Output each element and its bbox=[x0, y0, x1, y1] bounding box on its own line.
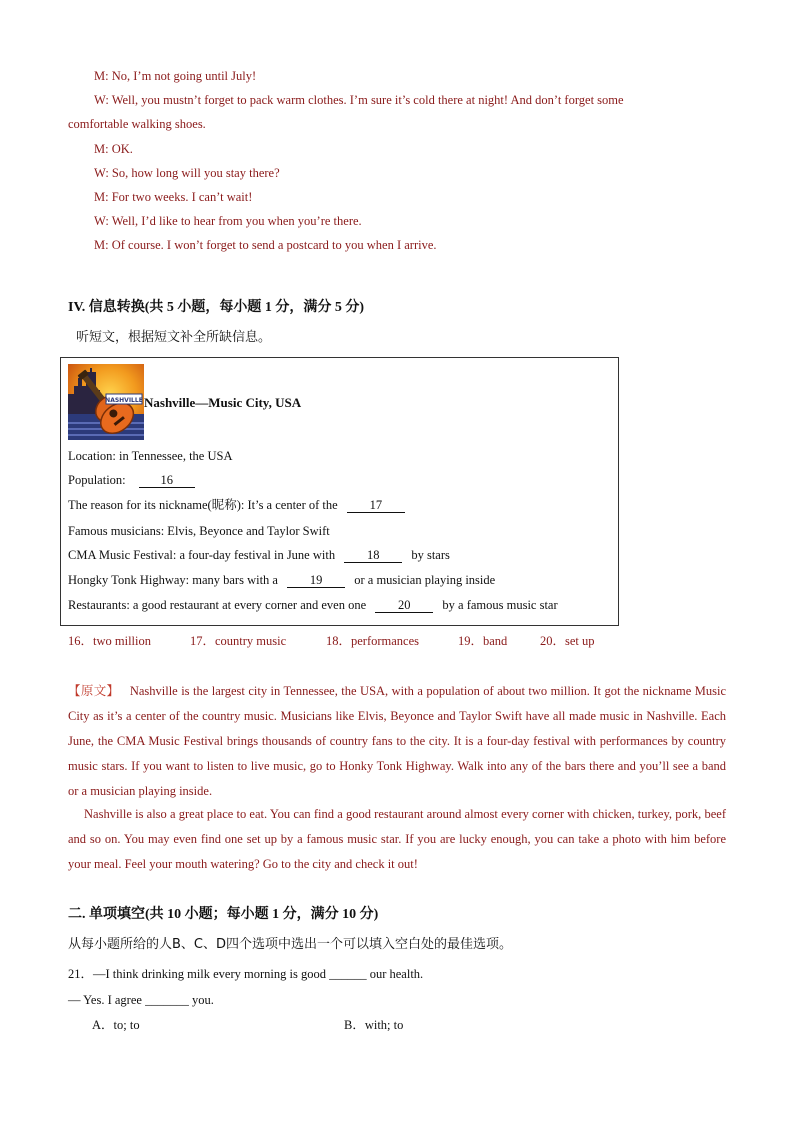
transcript-p2-text: Nashville is also a great place to eat. You can find a good restaurant around almost every corner with chicken, turkey, pork, beef and so on. You may even find one set up by a famous music star. If you are lucky enough, you can take a photo with him before your meal. Feel your mouth watering? Go to the city and check it out! bbox=[68, 807, 726, 871]
reason-label: The reason for its nickname(昵称): It’s a center of the bbox=[68, 498, 338, 512]
answer-blank-19[interactable]: 19 bbox=[287, 573, 345, 588]
dialogue-line: M: No, I’m not going until July! bbox=[94, 69, 257, 83]
answer-16: 16．two million bbox=[68, 634, 151, 648]
card-title: Nashville—Music City, USA bbox=[144, 395, 302, 410]
logo-text: NASHVILLE bbox=[105, 397, 143, 404]
answer-17: 17．country music bbox=[190, 634, 287, 648]
card-honky bbox=[68, 572, 495, 588]
nashville-logo-image bbox=[68, 364, 144, 440]
population-label: Population: bbox=[68, 473, 126, 487]
answer-19: 19．band bbox=[458, 634, 508, 648]
transcript-paragraph-1 bbox=[68, 678, 726, 804]
card-restaurants bbox=[68, 597, 558, 613]
answer-18: 18．performances bbox=[326, 634, 420, 648]
card-population bbox=[68, 472, 195, 488]
transcript-tag: 【原文】 bbox=[68, 683, 120, 698]
dialogue-line: M: Of course. I won’t forget to send a postcard to you when I arrive. bbox=[94, 238, 437, 252]
section-heading: IV. 信息转换(共 5 小题，每小题 1 分，满分 5 分) bbox=[68, 300, 365, 315]
dialogue-line: M: For two weeks. I can’t wait! bbox=[94, 190, 253, 204]
answer-20: 20．set up bbox=[540, 634, 595, 648]
card-cma bbox=[68, 547, 450, 563]
dialogue-line: W: Well, I’d like to hear from you when you’re there. bbox=[94, 214, 362, 228]
card-musicians: Famous musicians: Elvis, Beyonce and Taylor Swift bbox=[68, 524, 330, 538]
section-instruction: 听短文，根据短文补全所缺信息。 bbox=[76, 330, 272, 345]
cma-tail: by stars bbox=[411, 548, 450, 562]
option-a[interactable]: A．to; to bbox=[92, 1018, 140, 1032]
restaurants-tail: by a famous music star bbox=[442, 598, 558, 612]
dialogue-line: W: So, how long will you stay there? bbox=[94, 166, 280, 180]
transcript-paragraph-2 bbox=[68, 802, 726, 877]
transcript-p1-text: Nashville is the largest city in Tennessee, the USA, with a population of about two million. It got the nickname Music City as it’s a center of the country music. Musicians like Elvis, Beyonce and Taylor Swift have all made music in Nashville. Each June, the CMA Music Festival brings thousands of country fans to the city. It is a four-day festival with performances by country music stars. If you want to listen to live music, go to Honky Tonk Highway. Walk into any of the bars there and you’ll see a band or a musician playing inside. bbox=[68, 684, 726, 798]
cma-label: CMA Music Festival: a four-day festival in June with bbox=[68, 548, 336, 562]
section-instruction: 从每小题所给的人B、C、D四个选项中选出一个可以填入空白处的最佳选项。 bbox=[68, 937, 513, 952]
dialogue-line: comfortable walking shoes. bbox=[68, 117, 206, 131]
answer-blank-20[interactable]: 20 bbox=[375, 598, 433, 613]
dialogue-line: M: OK. bbox=[94, 142, 133, 156]
card-location: Location: in Tennessee, the USA bbox=[68, 449, 233, 463]
honky-tail: or a musician playing inside bbox=[354, 573, 496, 587]
question-21-line-2: — Yes. I agree _______ you. bbox=[68, 993, 214, 1007]
answer-blank-17[interactable]: 17 bbox=[347, 498, 405, 513]
dialogue-line: W: Well, you mustn’t forget to pack warm clothes. I’m sure it’s cold there at night! And don’t forget some bbox=[94, 93, 624, 107]
honky-label: Hongky Tonk Highway: many bars with a bbox=[68, 573, 278, 587]
card-reason bbox=[68, 497, 405, 513]
answer-blank-16[interactable]: 16 bbox=[139, 473, 195, 488]
restaurants-label: Restaurants: a good restaurant at every corner and even one bbox=[68, 598, 367, 612]
question-21-line-1: 21．—I think drinking milk every morning is good ______ our health. bbox=[68, 967, 424, 981]
section-heading: 二. 单项填空(共 10 小题；每小题 1 分，满分 10 分) bbox=[68, 907, 379, 922]
option-b[interactable]: B．with; to bbox=[344, 1018, 404, 1032]
answer-blank-18[interactable]: 18 bbox=[344, 548, 402, 563]
